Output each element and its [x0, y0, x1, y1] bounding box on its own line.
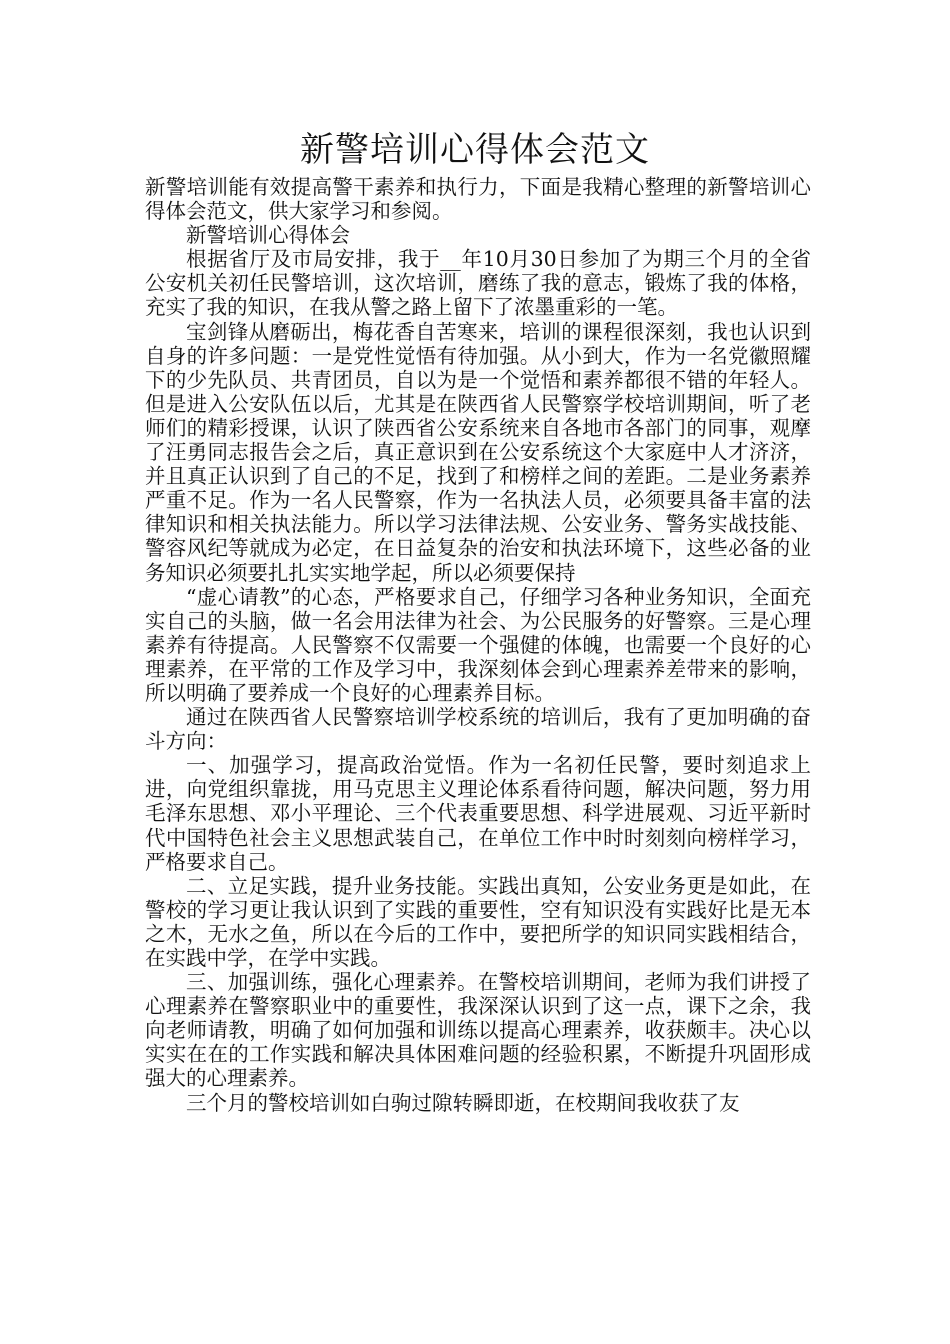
body-paragraph: 通过在陕西省人民警察培训学校系统的培训后，我有了更加明确的奋斗方向： [145, 705, 811, 754]
intro-paragraph: 新警培训能有效提高警干素养和执行力，下面是我精心整理的新警培训心得体会范文，供大家学习和参阅。 [145, 175, 811, 224]
document-title: 新警培训心得体会范文 [300, 130, 650, 170]
body-paragraph: 二、立足实践，提升业务技能。实践出真知，公安业务更是如此，在警校的学习更让我认识到了实践的重要性，空有知识没有实践好比是无本之木，无水之鱼，所以在今后的工作中，要把所学的知识同实践相结合，在实践中学，在学中实践。 [145, 873, 811, 970]
body-paragraph: 宝剑锋从磨砺出，梅花香自苦寒来，培训的课程很深刻，我也认识到自身的许多问题：一是党性觉悟有待加强。从小到大，作为一名党徽照耀下的少先队员、共青团员，自以为是一个觉悟和素养都很不错的年轻人。但是进入公安队伍以后，尤其是在陕西省人民警察学校培训期间，听了老师们的精彩授课，认识了陕西省公安系统来自各地市各部门的同事，观摩了汪勇同志报告会之后，真正意识到在公安系统这个大家庭中人才济济，并且真正认识到了自己的不足，找到了和榜样之间的差距。二是业务素养严重不足。作为一名人民警察，作为一名执法人员，必须要具备丰富的法律知识和相关执法能力。所以学习法律法规、公安业务、警务实战技能、警容风纪等就成为必定，在日益复杂的治安和执法环境下，这些必备的业务知识必须要扎扎实实地学起，所以必须要保持 [145, 319, 811, 585]
body-paragraph: 三、加强训练，强化心理素养。在警校培训期间，老师为我们讲授了心理素养在警察职业中的重要性，我深深认识到了这一点，课下之余，我向老师请教，明确了如何加强和训练以提高心理素养，收获颇丰。决心以实实在在的工作实践和解决具体困难问题的经验积累，不断提升巩固形成强大的心理素养。 [145, 970, 811, 1091]
document-body [145, 175, 811, 1115]
body-paragraph: 三个月的警校培训如白驹过隙转瞬即逝，在校期间我收获了友 [186, 1090, 740, 1115]
body-paragraph: “虚心请教”的心态，严格要求自己，仔细学习各种业务知识，全面充实自己的头脑，做一名会用法律为社会、为公民服务的好警察。三是心理素养有待提高。人民警察不仅需要一个强健的体魄，也需要一个良好的心理素养，在平常的工作及学习中，我深刻体会到心理素养差带来的影响，所以明确了要养成一个良好的心理素养目标。 [145, 584, 811, 705]
body-paragraph: 一、加强学习，提高政治觉悟。作为一名初任民警，要时刻追求上进，向党组织靠拢，用马克思主义理论体系看待问题，解决问题，努力用毛泽东思想、邓小平理论、三个代表重要思想、科学进展观、习近平新时代中国特色社会主义思想武装自己，在单位工作中时时刻刻向榜样学习，严格要求自己。 [145, 753, 811, 874]
body-paragraph: 根据省厅及市局安排，我于__年10月30日参加了为期三个月的全省公安机关初任民警培训，这次培训，磨练了我的意志，锻炼了我的体格，充实了我的知识，在我从警之路上留下了浓墨重彩的一笔。 [145, 247, 811, 320]
section-heading: 新警培训心得体会 [186, 223, 350, 248]
